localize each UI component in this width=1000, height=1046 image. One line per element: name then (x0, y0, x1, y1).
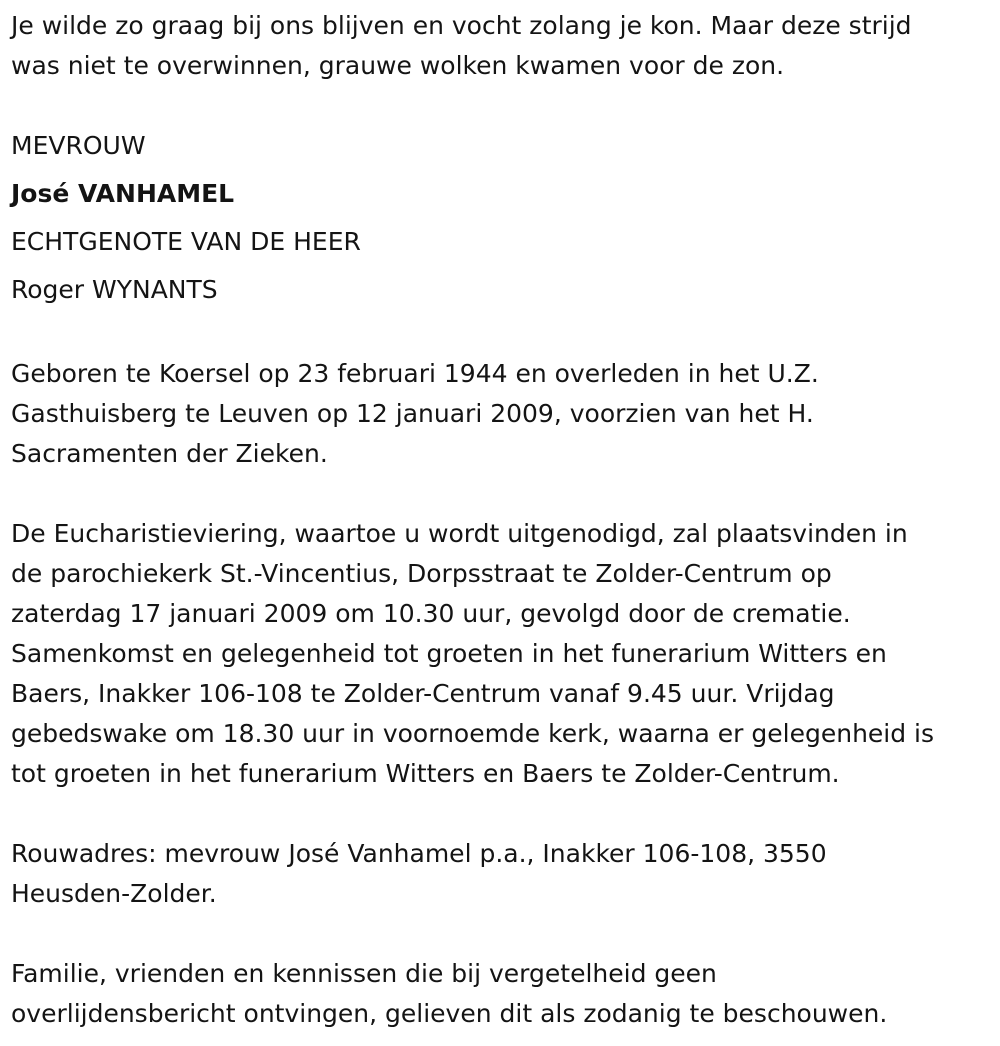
ceremony-line: Samenkomst en gelegenheid tot groeten in het funerarium Witters en (11, 639, 887, 668)
address-line: Rouwadres: mevrouw José Vanhamel p.a., Inakker 106-108, 3550 (11, 839, 827, 868)
spouse-name: Roger WYNANTS (11, 275, 218, 304)
ceremony-line: zaterdag 17 januari 2009 om 10.30 uur, gevolgd door de crematie. (11, 599, 851, 628)
paragraph-gap (11, 914, 991, 954)
paragraph-gap (11, 86, 991, 126)
closing-paragraph (11, 954, 991, 1034)
birth-death-line: Geboren te Koersel op 23 februari 1944 en overleden in het U.Z. (11, 359, 819, 388)
paragraph-gap (11, 474, 991, 514)
ceremony-line: gebedswake om 18.30 uur in voornoemde kerk, waarna er gelegenheid is (11, 719, 935, 748)
birth-death-line: Gasthuisberg te Leuven op 12 januari 2009, voorzien van het H. (11, 399, 814, 428)
honorific-title: MEVROUW (11, 131, 146, 160)
deceased-name: José VANHAMEL (11, 179, 235, 208)
paragraph-gap (11, 794, 991, 834)
birth-death-line: Sacramenten der Zieken. (11, 439, 328, 468)
name-block (11, 122, 991, 314)
verse-line: was niet te overwinnen, grauwe wolken kwamen voor de zon. (11, 51, 785, 80)
address-paragraph (11, 834, 991, 914)
paragraph-gap (11, 314, 991, 354)
verse-paragraph (11, 6, 991, 86)
ceremony-line: De Eucharistieviering, waartoe u wordt uitgenodigd, zal plaatsvinden in (11, 519, 908, 548)
closing-line: overlijdensbericht ontvingen, gelieven dit als zodanig te beschouwen. (11, 999, 888, 1028)
verse-line: Je wilde zo graag bij ons blijven en vocht zolang je kon. Maar deze strijd (11, 11, 912, 40)
birth-death-paragraph (11, 354, 991, 474)
obituary-document (11, 6, 991, 1034)
address-line: Heusden-Zolder. (11, 879, 217, 908)
relation-line: ECHTGENOTE VAN DE HEER (11, 227, 361, 256)
ceremony-line: tot groeten in het funerarium Witters en Baers te Zolder-Centrum. (11, 759, 840, 788)
ceremony-paragraph (11, 514, 991, 794)
closing-line: Familie, vrienden en kennissen die bij vergetelheid geen (11, 959, 717, 988)
ceremony-line: de parochiekerk St.-Vincentius, Dorpsstraat te Zolder-Centrum op (11, 559, 832, 588)
ceremony-line: Baers, Inakker 106-108 te Zolder-Centrum vanaf 9.45 uur. Vrijdag (11, 679, 835, 708)
